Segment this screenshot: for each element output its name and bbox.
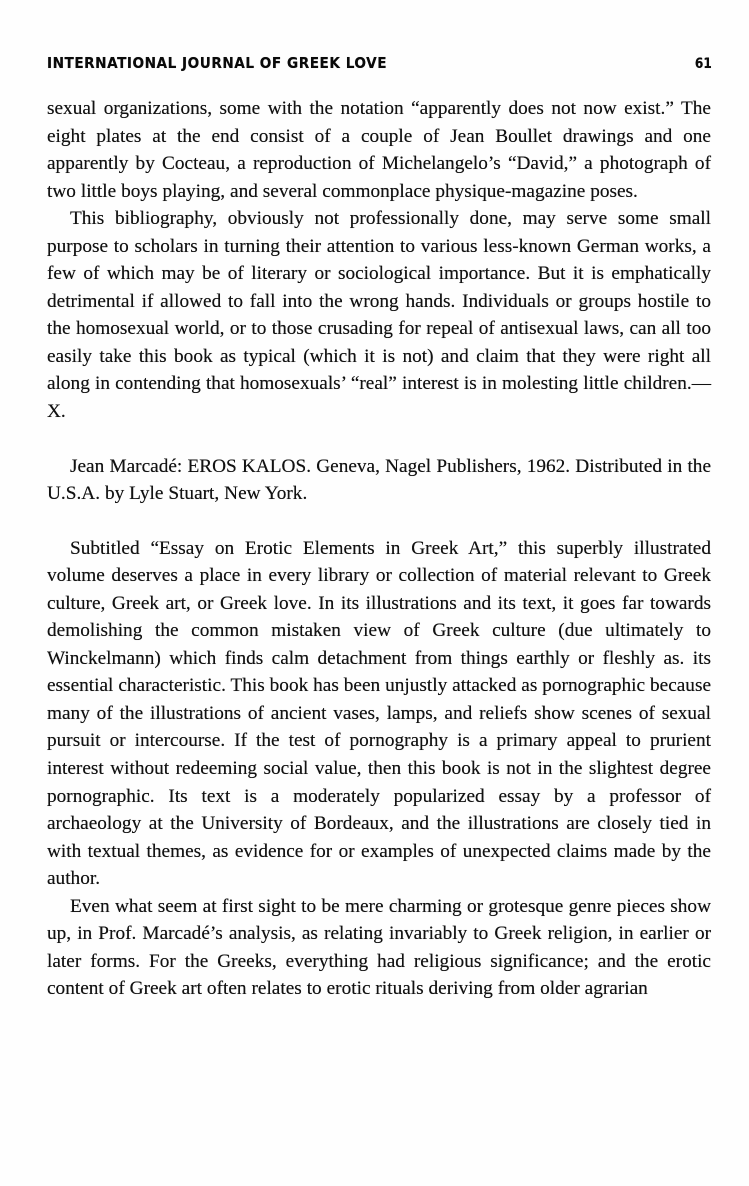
running-head <box>47 56 712 72</box>
body-text-block <box>47 95 711 1003</box>
paragraph-citation-eros-kalos: Jean Marcadé: EROS KALOS. Geneva, Nagel Publishers, 1962. Distributed in the U.S.A. by Lyle Stuart, New York. <box>47 455 711 505</box>
paragraph-review-assessment: This bibliography, obviously not professionally done, may serve some small purpose to scholars in turning their attention to various less-known German works, a few of which may be of literary or sociological importance. But it is emphatically detrimental if allowed to fall into the wrong hands. Individuals or groups hostile to the homosexual world, or to those crusading for repeal of antisexual laws, can all too easily take this book as typical (which it is not) and claim that they were right all along in contending that homosexuals’ “real” interest is in molesting little children.—X. <box>47 208 711 423</box>
paragraph-review-eros-kalos-opening: Subtitled “Essay on Erotic Elements in Greek Art,” this superbly illustrated volume deserves a place in every library or collection of material relevant to Greek culture, Greek art, or Greek love. In its illustrations and its text, it goes far towards demolishing the common mistaken view of Greek culture (due ultimately to Winckelmann) which finds calm detachment from things earthly or fleshly as. its essential characteristic. This book has been unjustly attacked as pornographic because many of the illustrations of ancient vases, lamps, and reliefs show scenes of sexual pursuit or intercourse. If the test of pornography is a primary appeal to prurient interest without redeeming social value, then this book is not in the slightest degree pornographic. Its text is a moderately popularized essay by a professor of archaeology at the University of Bordeaux, and the illustrations are closely tied in with textual themes, as evidence for or examples of unexpected claims made by the author. <box>47 537 712 890</box>
running-head-title: INTERNATIONAL JOURNAL OF GREEK LOVE <box>47 55 388 72</box>
paragraph-review-eros-kalos-religion: Even what seem at first sight to be mere charming or grotesque genre pieces show up, in Prof. Marcadé’s analysis, as relating invariably to Greek religion, in earlier or later forms. For the Greeks, everything had religious significance; and the erotic content of Greek art often relates to erotic rituals deriving from older agrarian <box>47 895 711 1000</box>
page-number: 61 <box>695 55 712 72</box>
paragraph-review-continuation: sexual organizations, some with the notation “apparently does not now exist.” The eight plates at the end consist of a couple of Jean Boullet drawings and one apparently by Cocteau, a reproduction of Michelangelo’s “David,” a photograph of two little boys playing, and several commonplace physique-magazine poses. <box>47 98 711 202</box>
